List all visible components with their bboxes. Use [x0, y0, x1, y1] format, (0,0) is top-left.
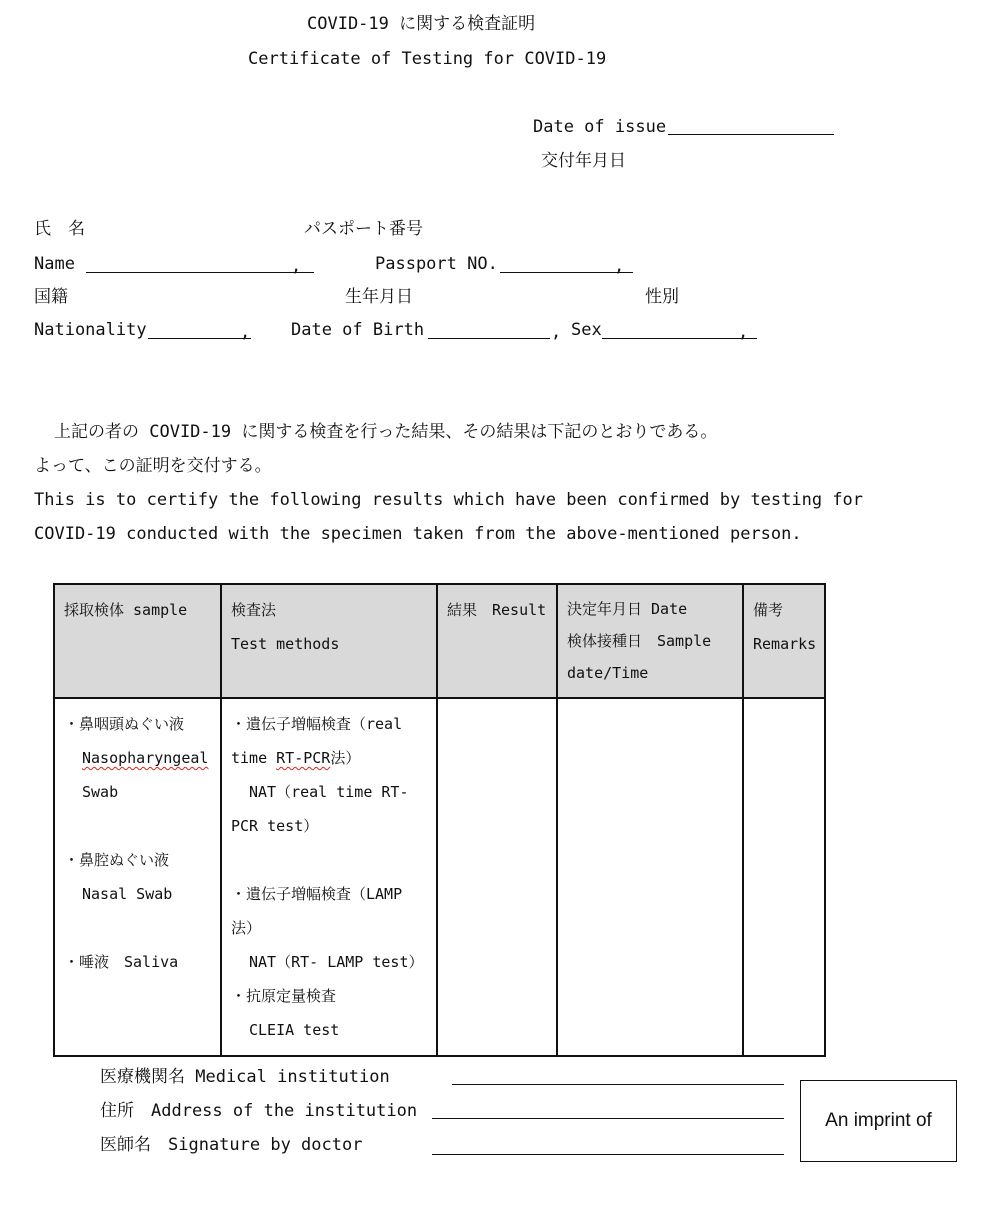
header-result-label: 結果 Result [447, 601, 547, 619]
dob-label-jp: 生年月日 [345, 287, 413, 307]
institution-label: 医療機関名 Medical institution [100, 1067, 390, 1087]
header-remarks-jp: 備考 [753, 601, 784, 619]
address-line[interactable] [432, 1118, 784, 1119]
nationality-label: Nationality [34, 320, 147, 340]
method-1-c: NAT（real time RT- [249, 783, 409, 801]
header-date [557, 584, 743, 698]
table-body-row [54, 698, 825, 1056]
nationality-comma: , [240, 322, 251, 342]
method-1-b-pre: time [231, 749, 277, 767]
method-2-b: 法） [231, 919, 262, 937]
sample-1-en-b: Swab [82, 783, 119, 801]
header-remarks-en: Remarks [753, 635, 817, 653]
statement-en-2: COVID-19 conducted with the specimen taken from the above-mentioned person. [34, 524, 802, 544]
header-date-line1: 決定年月日 Date [567, 600, 688, 618]
sex-line[interactable] [602, 338, 757, 339]
method-1-b [231, 741, 427, 775]
date-of-issue-line[interactable] [668, 134, 834, 135]
sample-1-en-word: Nasopharyngeal [82, 749, 209, 767]
spacer [64, 809, 211, 843]
name-label-jp: 氏 名 [34, 219, 85, 239]
header-result [437, 584, 557, 698]
results-table [53, 583, 826, 1057]
title-japanese: COVID-19 に関する検査証明 [307, 14, 536, 34]
statement-jp-1: 上記の者の COVID-19 に関する検査を行った結果、その結果は下記のとおりである。 [54, 422, 718, 442]
header-method-en: Test methods [231, 635, 340, 653]
header-sample [54, 584, 221, 698]
doctor-line[interactable] [432, 1154, 784, 1155]
statement-jp-2: よって、この証明を交付する。 [34, 456, 272, 476]
date-of-issue-label: Date of issue [533, 117, 667, 137]
dob-line[interactable] [428, 338, 550, 339]
passport-comma: , [614, 256, 625, 276]
sample-2-jp: ・鼻腔ぬぐい液 [64, 851, 170, 869]
method-1-d: PCR test） [231, 817, 319, 835]
date-cell[interactable] [557, 698, 743, 1056]
spacer [231, 843, 427, 877]
method-3-a: ・抗原定量検査 [231, 987, 337, 1005]
method-1-b-post: 法） [330, 749, 361, 767]
result-cell[interactable] [437, 698, 557, 1056]
header-method-jp: 検査法 [231, 601, 277, 619]
method-2-a: ・遺伝子増幅検査（LAMP [231, 885, 403, 903]
dob-label: Date of Birth [291, 320, 425, 340]
institution-line[interactable] [452, 1084, 784, 1085]
nationality-line[interactable] [148, 338, 251, 339]
method-3-b: CLEIA test [249, 1021, 340, 1039]
method-1-a: ・遺伝子増幅検査（real [231, 715, 403, 733]
passport-label-jp: パスポート番号 [304, 219, 423, 239]
sample-2-en: Nasal Swab [82, 885, 173, 903]
imprint-label: An imprint of [825, 1110, 932, 1131]
sample-cell [54, 698, 221, 1056]
header-sample-label: 採取検体 sample [64, 601, 188, 619]
statement-en-1: This is to certify the following results which have been confirmed by testing for [34, 490, 864, 510]
sex-label: Sex [571, 320, 602, 340]
sample-3: ・唾液 Saliva [64, 953, 179, 971]
nationality-label-jp: 国籍 [34, 287, 68, 307]
address-label: 住所 Address of the institution [100, 1101, 418, 1121]
name-line[interactable] [86, 272, 314, 273]
header-date-line3: date/Time [567, 664, 649, 682]
remarks-cell[interactable] [743, 698, 825, 1056]
imprint-box [800, 1080, 957, 1162]
name-label: Name [34, 254, 75, 274]
doctor-label: 医師名 Signature by doctor [100, 1135, 363, 1155]
name-comma: , [291, 256, 302, 276]
method-1-b-word: RT-PCR [276, 749, 331, 767]
header-remarks [743, 584, 825, 698]
sample-1-en [64, 741, 211, 775]
sample-1-jp: ・鼻咽頭ぬぐい液 [64, 715, 185, 733]
sex-comma: , [738, 322, 749, 342]
passport-label: Passport NO. [375, 254, 498, 274]
method-cell [221, 698, 437, 1056]
title-english: Certificate of Testing for COVID-19 [248, 49, 607, 69]
method-2-c: NAT（RT- LAMP test） [249, 953, 424, 971]
spacer [64, 911, 211, 945]
table-header-row [54, 584, 825, 698]
header-method [221, 584, 437, 698]
dob-comma: , [551, 322, 562, 342]
header-date-line2: 検体接種日 Sample [567, 632, 712, 650]
date-of-issue-label-jp: 交付年月日 [541, 151, 626, 171]
sex-label-jp: 性別 [645, 287, 679, 307]
